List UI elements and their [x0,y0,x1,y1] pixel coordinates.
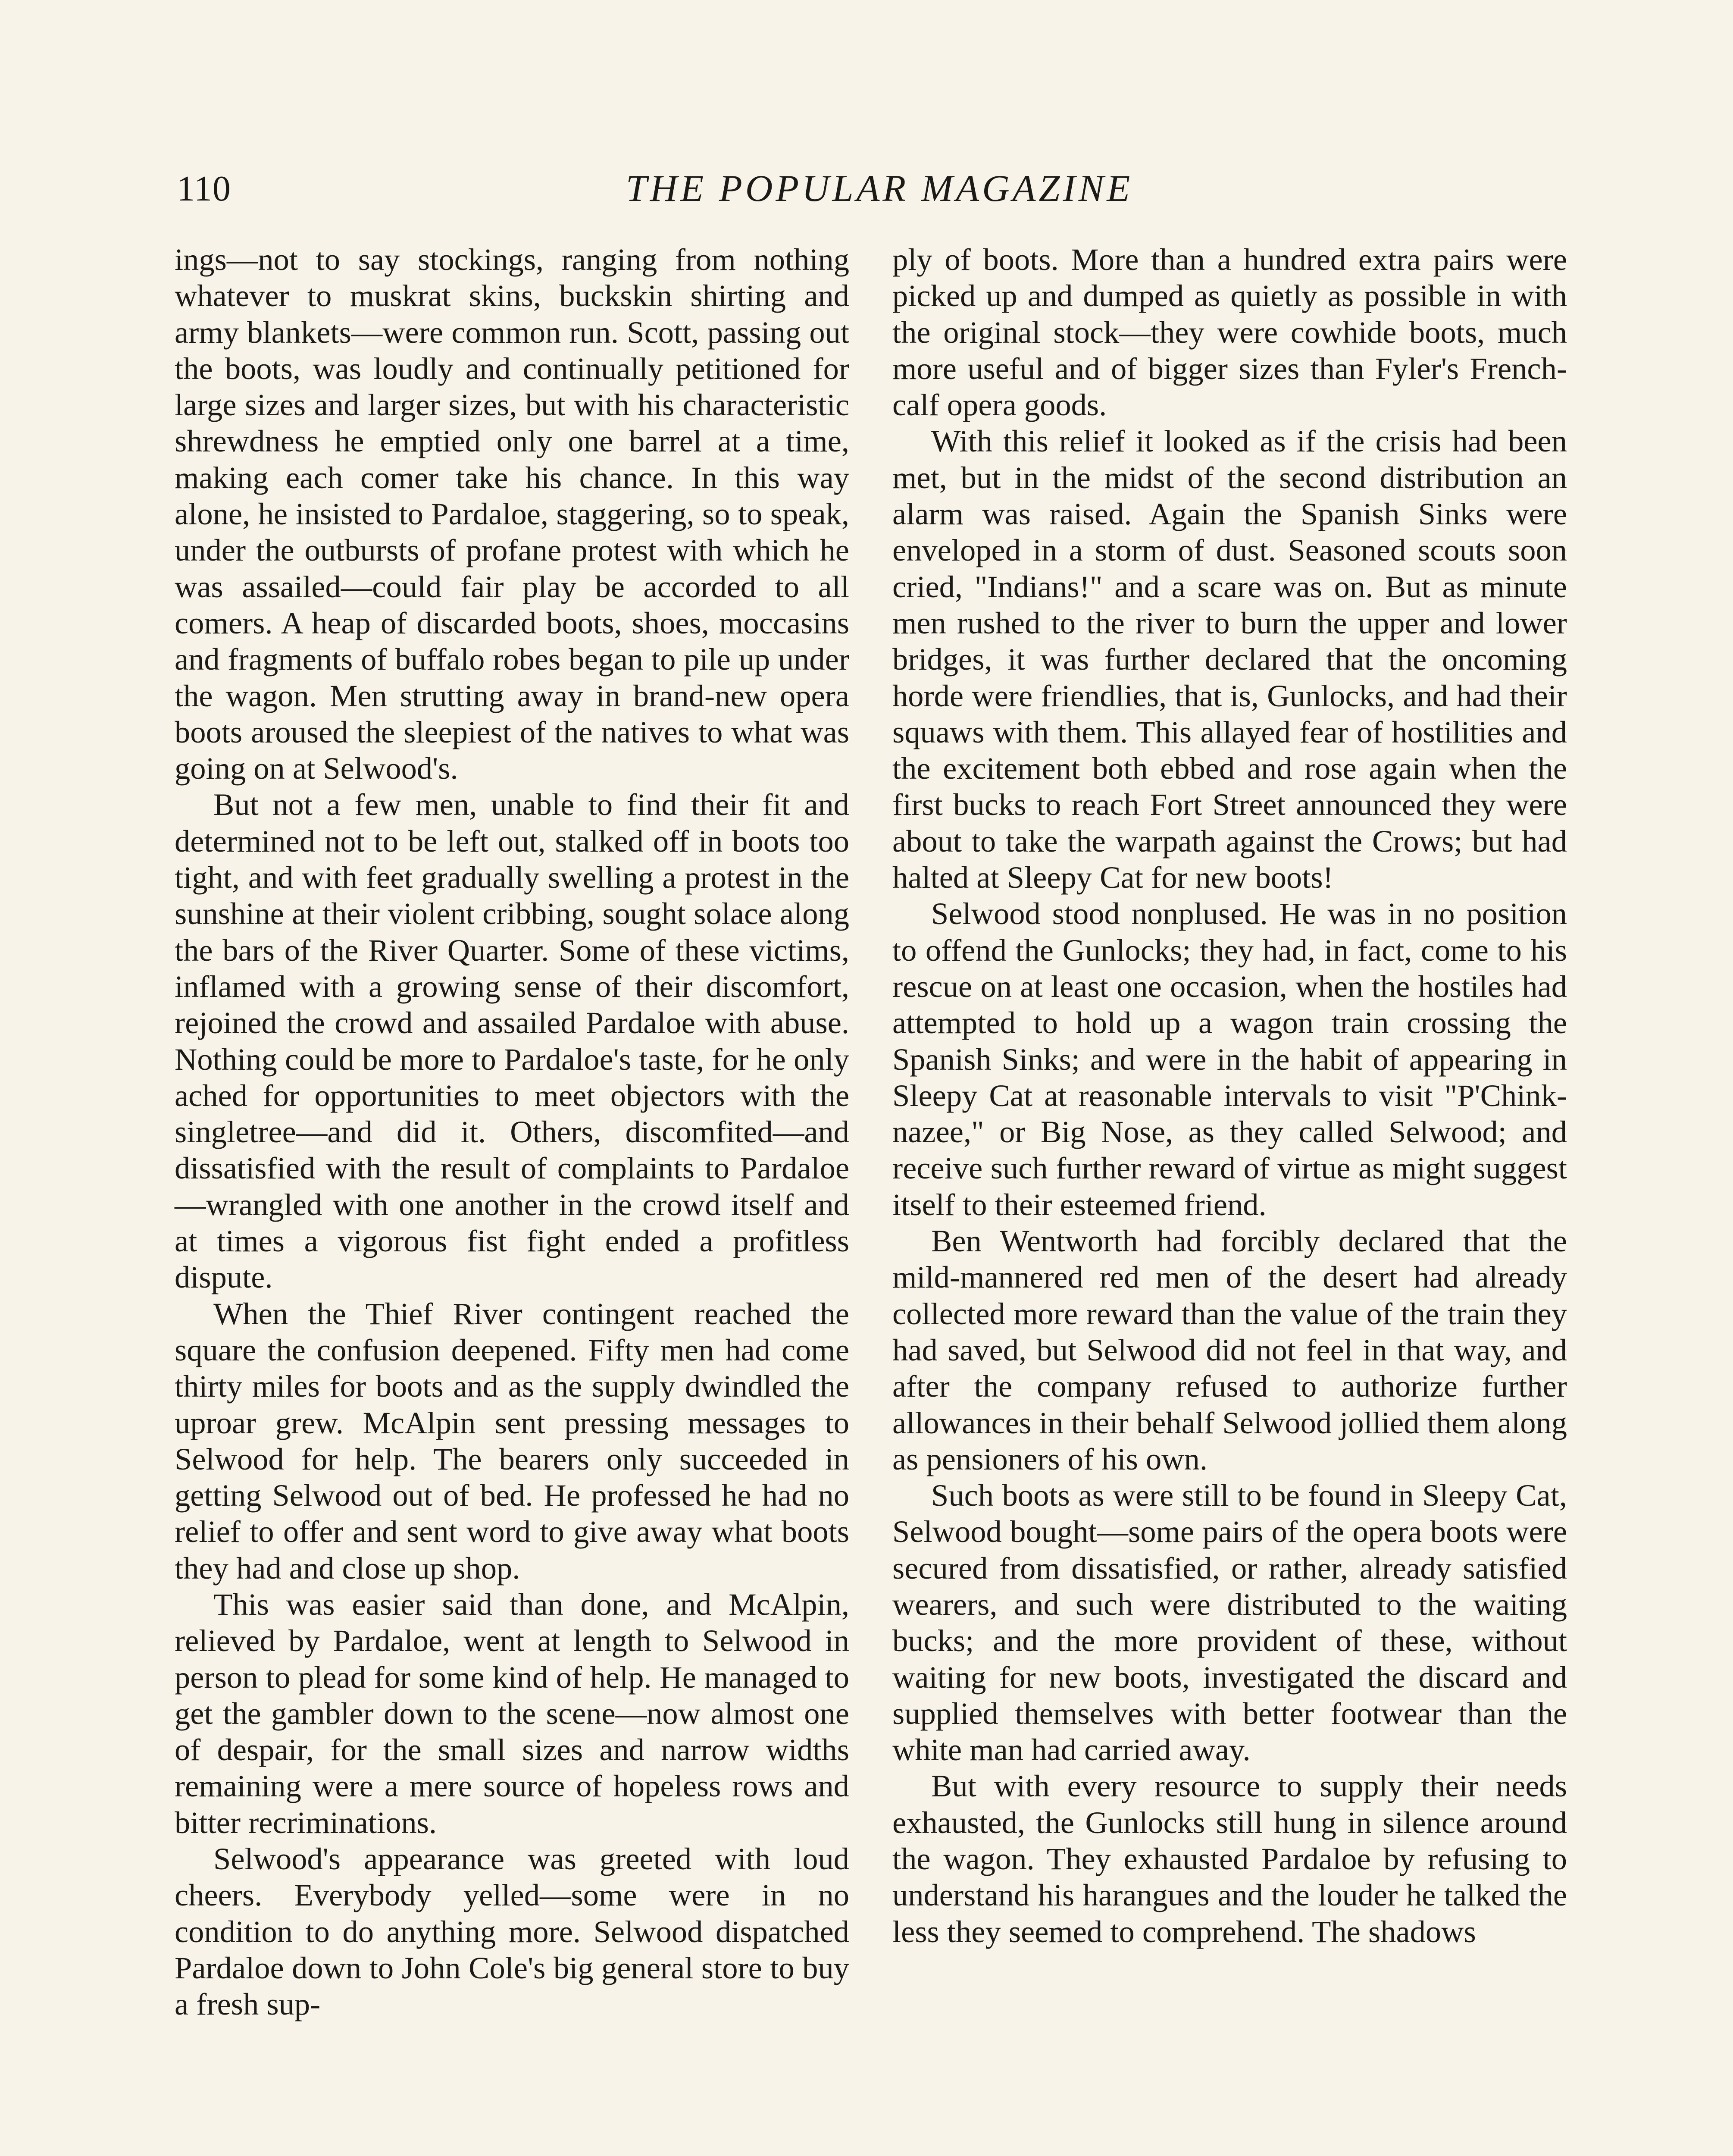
paragraph: When the Thief River contingent reached the square the confusion deepened. Fifty men had come thirty miles for boots and as the supply dwindled the uproar grew. McAlpin sent pressing messages to Selwood for help. The bearers only succeeded in getting Selwood out of bed. He professed he had no relief to offer and sent word to give away what boots they had and close up shop. [175,1296,849,1586]
page-number: 110 [177,169,231,209]
right-column [892,241,1567,1950]
paragraph: Selwood's appearance was greeted with loud cheers. Everybody yelled—some were in no condition to do anything more. Selwood dispatched Pardaloe down to John Cole's big general store to buy a fresh sup- [175,1841,849,2022]
paragraph: Selwood stood nonplused. He was in no position to offend the Gunlocks; they had, in fact, come to his rescue on at least one occasion, when the hostiles had attempted to hold up a wagon train crossing the Spanish Sinks; and were in the habit of appearing in Sleepy Cat at reasonable intervals to visit "P'Chink-nazee," or Big Nose, as they called Selwood; and receive such further reward of virtue as might suggest itself to their esteemed friend. [892,896,1567,1222]
paragraph: ply of boots. More than a hundred extra pairs were picked up and dumped as quietly as possible in with the original stock—they were cowhide boots, much more useful and of bigger sizes than Fyler's French-calf opera goods. [892,242,1567,423]
paragraph: But not a few men, unable to find their fit and determined not to be left out, stalked off in boots too tight, and with feet gradually swelling a protest in the sunshine at their violent cribbing, sought solace along the bars of the River Quarter. Some of these victims, inflamed with a growing sense of their discomfort, rejoined the crowd and assailed Pardaloe with abuse. Nothing could be more to Pardaloe's taste, for he only ached for opportunities to meet objectors with the singletree—and did it. Others, discomfited—and dissatisfied with the result of complaints to Pardaloe—wrangled with one another in the crowd itself and at times a vigorous fist fight ended a profitless dispute. [175,787,849,1295]
page-header [177,163,1582,215]
paragraph: Ben Wentworth had forcibly declared that the mild-mannered red men of the desert had already collected more reward than the value of the train they had saved, but Selwood did not feel in that way, and after the company refused to authorize further allowances in their behalf Selwood jollied them along as pensioners of his own. [892,1223,1567,1476]
left-column [175,241,849,2023]
paragraph: With this relief it looked as if the crisis had been met, but in the midst of the second distribution an alarm was raised. Again the Spanish Sinks were enveloped in a storm of dust. Seasoned scouts soon cried, "Indians!" and a scare was on. But as minute men rushed to the river to burn the upper and lower bridges, it was further declared that the oncoming horde were friendlies, that is, Gunlocks, and had their squaws with them. This allayed fear of hostilities and the excitement both ebbed and rose again when the first bucks to reach Fort Street announced they were about to take the warpath against the Crows; but had halted at Sleepy Cat for new boots! [892,423,1567,895]
running-title: THE POPULAR MAGAZINE [626,168,1133,210]
paragraph: Such boots as were still to be found in Sleepy Cat, Selwood bought—some pairs of the opera boots were secured from dissatisfied, or rather, already satisfied wearers, and such were distributed to the waiting bucks; and the more provident of these, without waiting for new boots, investigated the discard and supplied themselves with better footwear than the white man had carried away. [892,1478,1567,1767]
paragraph: This was easier said than done, and McAlpin, relieved by Pardaloe, went at length to Selwood in person to plead for some kind of help. He managed to get the gambler down to the scene—now almost one of despair, for the small sizes and narrow widths remaining were a mere source of hopeless rows and bitter recriminations. [175,1586,849,1840]
paragraph: ings—not to say stockings, ranging from nothing whatever to muskrat skins, buckskin shirting and army blankets—were common run. Scott, passing out the boots, was loudly and continually petitioned for large sizes and larger sizes, but with his characteristic shrewdness he emptied only one barrel at a time, making each comer take his chance. In this way alone, he insisted to Pardaloe, staggering, so to speak, under the outbursts of profane protest with which he was assailed—could fair play be accorded to all comers. A heap of discarded boots, shoes, moccasins and fragments of buffalo robes began to pile up under the wagon. Men strutting away in brand-new opera boots aroused the sleepiest of the natives to what was going on at Selwood's. [175,242,849,786]
paragraph: But with every resource to supply their needs exhausted, the Gunlocks still hung in silence around the wagon. They exhausted Pardaloe by refusing to understand his harangues and the louder he talked the less they seemed to comprehend. The shadows [892,1768,1567,1949]
